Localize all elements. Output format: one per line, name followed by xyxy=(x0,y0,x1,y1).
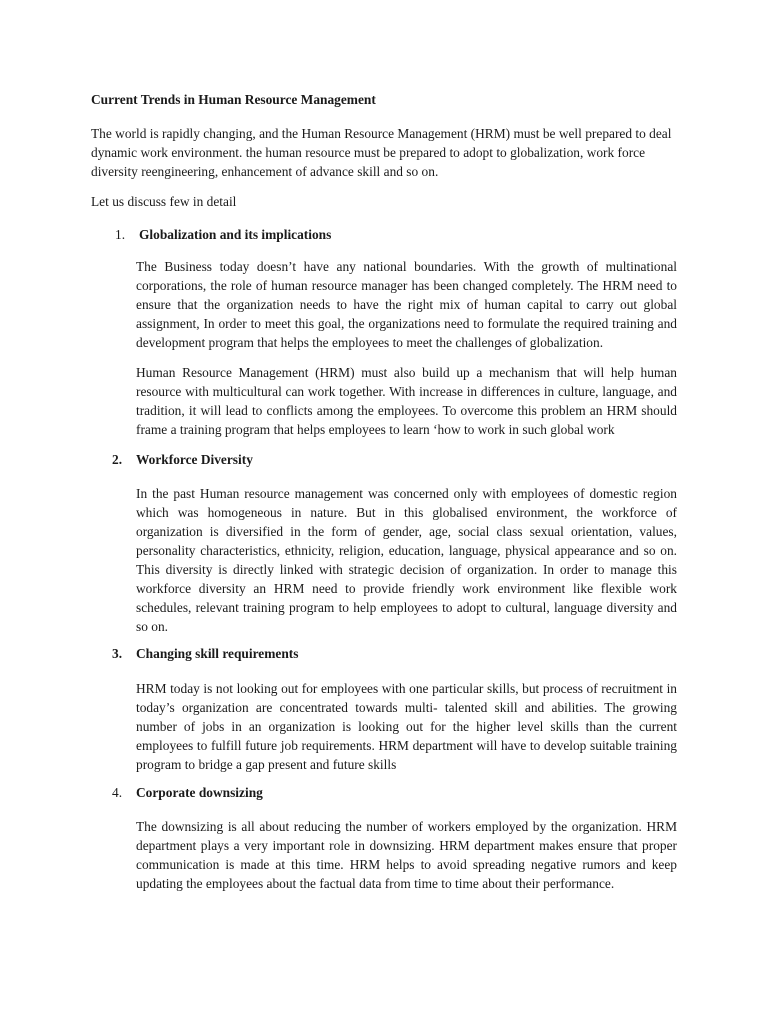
section-number: 1. xyxy=(115,227,126,242)
lead-line: Let us discuss few in detail xyxy=(91,194,237,209)
section-heading-label: Globalization and its implications xyxy=(139,227,332,242)
section-number: 3. xyxy=(112,646,123,661)
section-heading-label: Changing skill requirements xyxy=(136,646,299,661)
section-heading-corporate-downsizing xyxy=(112,785,263,801)
section-heading-globalization xyxy=(115,227,331,243)
section-heading-label: Corporate downsizing xyxy=(136,785,263,800)
section-paragraph: The Business today doesn’t have any national boundaries. With the growth of multinational corporations, the role of human resource manager has been changed completely. The HRM need to ensure that the organization needs to have the right mix of human capital to carry out global assignment, In order to meet this goal, the organizations need to formulate the required training and development program that helps the employees to meet the challenges of globalization. xyxy=(136,259,677,350)
section-paragraph: HRM today is not looking out for employees with one particular skills, but process of recruitment in today’s organization are concentrated towards multi- talented skill and abilities. The growing number of jobs in an organization is looking out for the higher level skills than the current employees to fulfill future job requirements. HRM department will have to develop suitable training program to bridge a gap present and future skills xyxy=(136,681,677,772)
section-heading-label: Workforce Diversity xyxy=(136,452,253,467)
page-title: Current Trends in Human Resource Management xyxy=(91,92,376,107)
section-paragraph: In the past Human resource management was concerned only with employees of domestic region which was homogeneous in nature. But in this globalised environment, the workforce of organization is diversified in the form of gender, age, social class sexual orientation, values, personality characteristics, ethnicity, religion, education, language, physical appearance and so on. This diversity is directly linked with strategic decision of organization. In order to manage this workforce diversity an HRM need to provide friendly work environment like flexible work schedules, relevant training program to help employees to adopt to cultural, language diversity and so on. xyxy=(136,486,677,634)
intro-paragraph: The world is rapidly changing, and the Human Resource Management (HRM) must be well prepared to deal dynamic work environment. the human resource must be prepared to adopt to globalization, work force diversity reengineering, enhancement of advance skill and so on. xyxy=(91,126,672,179)
section-paragraph: The downsizing is all about reducing the number of workers employed by the organization. HRM department plays a very important role in downsizing. HRM department makes ensure that proper communication is made at this time. HRM helps to avoid spreading negative rumors and keep updating the employees about the factual data from time to time about their performance. xyxy=(136,819,677,891)
section-paragraph: Human Resource Management (HRM) must also build up a mechanism that will help human resource with multicultural can work together. With increase in differences in culture, language, and tradition, it will lead to conflicts among the employees. To overcome this problem an HRM should frame a training program that helps employees to learn ‘how to work in such global work xyxy=(136,365,677,437)
section-heading-workforce-diversity xyxy=(112,452,253,468)
section-number: 4. xyxy=(112,785,123,800)
section-heading-changing-skills xyxy=(112,646,298,662)
section-number: 2. xyxy=(112,452,123,467)
